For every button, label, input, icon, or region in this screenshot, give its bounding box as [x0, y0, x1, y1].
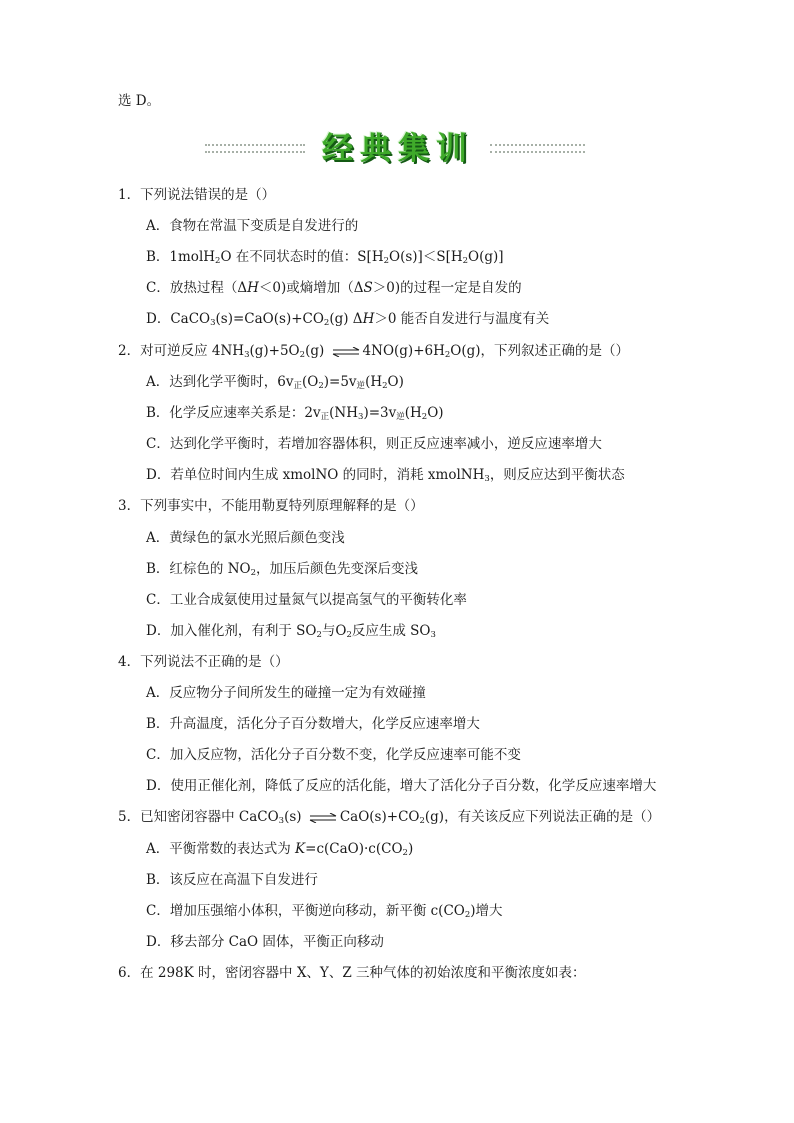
question-1-option-c: C．放热过程（ΔH＜0)或熵增加（ΔS＞0)的过程一定是自发的: [146, 280, 522, 296]
section-banner: [205, 122, 585, 170]
question-3-option-a: A．黄绿色的氯水光照后颜色变浅: [146, 530, 345, 546]
equilibrium-arrow-icon: [309, 813, 337, 823]
question-4-option-d: D．使用正催化剂，降低了反应的活化能，增大了活化分子百分数，化学反应速率增大: [146, 778, 657, 794]
question-6-stem: 6．在 298K 时，密闭容器中 X、Y、Z 三种气体的初始浓度和平衡浓度如表：: [118, 965, 586, 981]
question-3-stem: 3．下列事实中，不能用勒夏特列原理解释的是（）: [118, 498, 424, 514]
question-3-option-c: C．工业合成氨使用过量氮气以提高氢气的平衡转化率: [146, 592, 467, 608]
question-1-stem: 1．下列说法错误的是（）: [118, 187, 276, 203]
question-4-option-b: B．升高温度，活化分子百分数增大，化学反应速率增大: [146, 716, 480, 732]
question-5-option-b: B．该反应在高温下自发进行: [146, 872, 318, 888]
equilibrium-arrow-icon: [332, 347, 360, 357]
question-5-option-c: C．增加压强缩小体积，平衡逆向移动，新平衡 $c(CO_2)$增大: [146, 903, 503, 920]
question-2-stem: 2．对可逆反应 $4NH_3(g)+5O_2(g)$ $4NO(g)+6H_2O(g)$，下列叙述正确的是（）: [118, 343, 630, 360]
question-3-option-b: B．红棕色的 $NO_2$，加压后颜色先变深后变浅: [146, 561, 419, 578]
question-2-option-a: A．达到化学平衡时，$6v_正(O_2)=5v_逆(H_2O)$: [146, 374, 404, 391]
question-5-option-a: A．平衡常数的表达式为 $K=c(CaO)\cdot c(CO_2)$: [146, 841, 414, 858]
question-2-option-d: D．若单位时间内生成 xmolNO 的同时，消耗 xmolNH$_3$，则反应达到平衡状态: [146, 467, 625, 484]
question-5-stem: 5．已知密闭容器中 CaCO$_3$(s) $CaO(s)+CO_2(g)$，有关该反应下列说法正确的是（）: [118, 809, 661, 826]
banner-dots-left: [205, 144, 305, 153]
intro-text: 选 D。: [118, 93, 161, 109]
banner-dots-right: [490, 144, 585, 153]
question-5-option-d: D．移去部分 CaO 固体，平衡正向移动: [146, 934, 384, 950]
question-2-option-b: B．化学反应速率关系是：$2v_正(NH_3)=3v_逆(H_2O)$: [146, 405, 444, 422]
question-2-option-c: C．达到化学平衡时，若增加容器体积，则正反应速率减小，逆反应速率增大: [146, 436, 602, 452]
question-1-option-a: A．食物在常温下变质是自发进行的: [146, 218, 359, 234]
question-3-option-d: D．加入催化剂，有利于 $SO_2$与$O_2$反应生成 $SO_3$: [146, 623, 436, 640]
question-4-stem: 4．下列说法不正确的是（）: [118, 654, 289, 670]
question-4-option-a: A．反应物分子间所发生的碰撞一定为有效碰撞: [146, 685, 426, 701]
question-4-option-c: C．加入反应物，活化分子百分数不变，化学反应速率可能不变: [146, 747, 521, 763]
question-1-option-b: B．1molH$_2$O 在不同状态时的值：$S[H_2O(s)]<S[H_2O(g)]$: [146, 249, 504, 266]
banner-title: 经典集训: [322, 131, 474, 167]
question-1-option-d: D．$CaCO_3(s)=CaO(s)+CO_2(g)$ ΔH＞0 能否自发进行与温度有关: [146, 311, 550, 328]
